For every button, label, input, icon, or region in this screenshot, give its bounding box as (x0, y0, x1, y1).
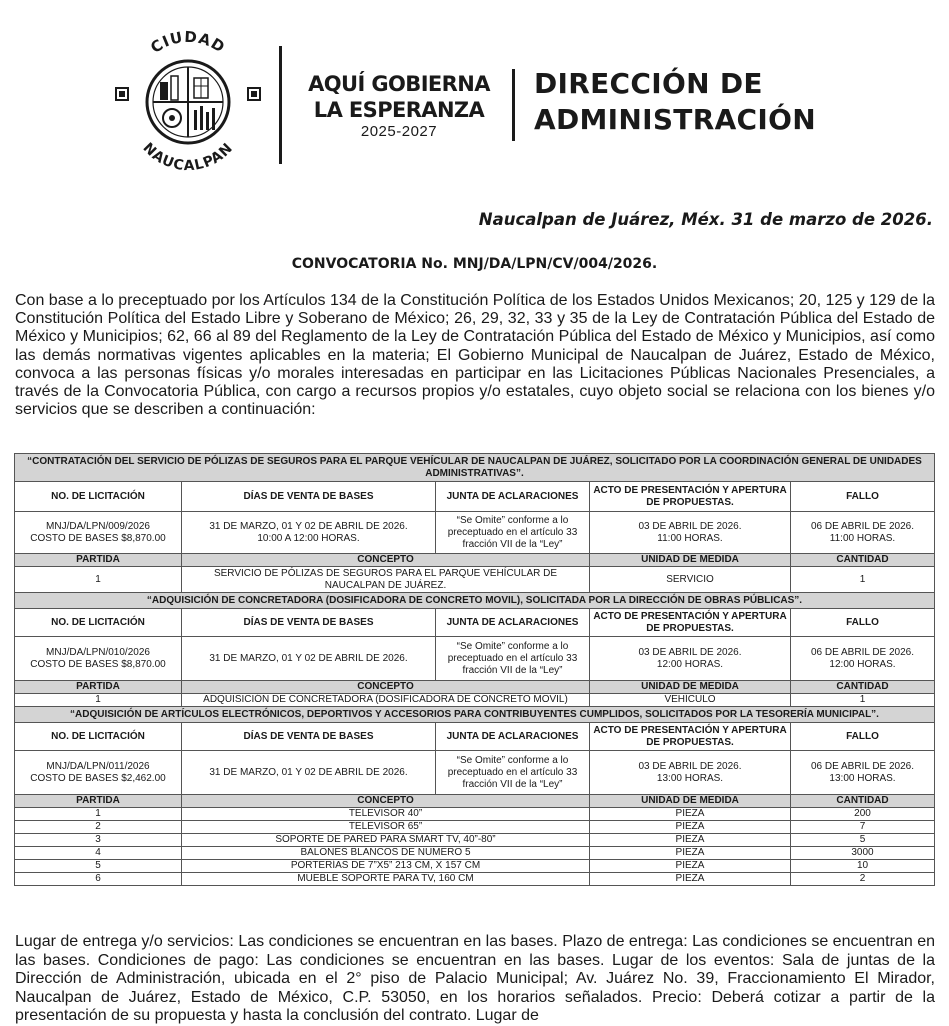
item-cantidad: 1 (791, 694, 935, 707)
lot-fallo-date: 06 DE ABRIL DE 2026. (810, 520, 915, 532)
header-acto: ACTO DE PRESENTACIÓN Y APERTURA DE PROPUESTAS. (590, 482, 791, 512)
header-cantidad: CANTIDAD (791, 681, 935, 694)
header-unidad: UNIDAD DE MEDIDA (590, 681, 791, 694)
item-concepto: SOPORTE DE PARED PARA SMART TV, 40”-80” (182, 834, 590, 847)
lot-number-cell (15, 637, 182, 681)
item-cantidad: 1 (791, 567, 935, 593)
slogan (299, 71, 499, 141)
lot-junta: “Se Omite” conforme a lo preceptuado en el artículo 33 fracción VII de la “Ley” (436, 637, 590, 681)
items-header-row (15, 681, 935, 694)
item-cantidad: 200 (791, 808, 935, 821)
lot-dias-cell (182, 512, 436, 554)
item-partida: 1 (15, 694, 182, 707)
item-unidad: PIEZA (590, 821, 791, 834)
header-cantidad: CANTIDAD (791, 795, 935, 808)
closing-text: Lugar de entrega y/o servicios: Las condiciones se encuentran en las bases. Plazo de entrega: Las condiciones se encuentran en las bases. Condiciones de pago: Las condiciones se encuentran en las bases. Lugar de los eventos: Sala de juntas de la Dirección de Administración, ubicada en el 2° piso de Palacio Municipal; Av. Juárez No. 39, Fraccionamiento El Mirador, Naucalpan de Juárez, Estado de México, C.P. 53050, en los horarios señalados. Precio: (15, 933, 935, 1006)
closing-cut-text: Deberá cotizar a partir de la presentación de su propuesta y hasta la conclusión del contrato. Lugar de (15, 988, 935, 1025)
lot-acto-cell (590, 637, 791, 681)
header-no-licitacion: NO. DE LICITACIÓN (15, 723, 182, 751)
item-partida: 3 (15, 834, 182, 847)
item-cantidad: 2 (791, 873, 935, 886)
header-acto: ACTO DE PRESENTACIÓN Y APERTURA DE PROPUESTAS. (590, 723, 791, 751)
slogan-line-1: AQUÍ GOBIERNA (308, 72, 490, 96)
item-row (15, 821, 935, 834)
item-row (15, 567, 935, 593)
lot-title-row (15, 707, 935, 723)
svg-text:NAUCALPAN: NAUCALPAN (139, 139, 237, 174)
item-cantidad: 7 (791, 821, 935, 834)
items-header-row (15, 795, 935, 808)
header-dias-venta: DÍAS DE VENTA DE BASES (182, 609, 436, 637)
lot-number: MNJ/DA/LPN/009/2026 (46, 520, 150, 532)
lot-fallo-date: 06 DE ABRIL DE 2026. (810, 646, 915, 658)
item-unidad: PIEZA (590, 873, 791, 886)
item-row (15, 834, 935, 847)
lot-header-row (15, 723, 935, 751)
lot-fallo-time: 12:00 HORAS. (829, 658, 896, 670)
lot-acto-time: 12:00 HORAS. (656, 658, 724, 670)
lot-number: MNJ/DA/LPN/011/2026 (46, 760, 150, 772)
header-divider (279, 46, 282, 164)
header-divider (512, 69, 515, 141)
item-cantidad: 10 (791, 860, 935, 873)
item-partida: 2 (15, 821, 182, 834)
item-unidad: SERVICIO (590, 567, 791, 593)
item-unidad: PIEZA (590, 834, 791, 847)
lot-acto-date: 03 DE ABRIL DE 2026. (638, 760, 742, 772)
header-partida: PARTIDA (15, 795, 182, 808)
lot-acto-cell (590, 512, 791, 554)
header-junta: JUNTA DE ACLARACIONES (436, 609, 590, 637)
lot-dias-cell (182, 637, 436, 681)
item-row (15, 847, 935, 860)
lot-title-row (15, 454, 935, 482)
header-unidad: UNIDAD DE MEDIDA (590, 795, 791, 808)
lot-title-row (15, 593, 935, 609)
header-concepto: CONCEPTO (182, 681, 590, 694)
header-no-licitacion: NO. DE LICITACIÓN (15, 482, 182, 512)
header-acto: ACTO DE PRESENTACIÓN Y APERTURA DE PROPUESTAS. (590, 609, 791, 637)
item-concepto: TELEVISOR 40” (182, 808, 590, 821)
item-concepto: BALONES BLANCOS DE NUMERO 5 (182, 847, 590, 860)
header-partida: PARTIDA (15, 554, 182, 567)
lot-dias: 31 DE MARZO, 01 Y 02 DE ABRIL DE 2026. (209, 766, 408, 778)
header-fallo: FALLO (791, 609, 935, 637)
item-cantidad: 3000 (791, 847, 935, 860)
lot-info-row (15, 637, 935, 681)
item-unidad: PIEZA (590, 860, 791, 873)
lot-number-cell (15, 512, 182, 554)
item-partida: 1 (15, 808, 182, 821)
lot-fallo-time: 13:00 HORAS. (829, 772, 896, 784)
header-concepto: CONCEPTO (182, 554, 590, 567)
lot-info-row (15, 751, 935, 795)
header-junta: JUNTA DE ACLARACIONES (436, 723, 590, 751)
item-row (15, 860, 935, 873)
lot-fallo-cell (791, 512, 935, 554)
item-concepto: ADQUISICIÓN DE CONCRETADORA (DOSIFICADORA DE CONCRETO MOVIL) (182, 694, 590, 707)
department-title (534, 66, 816, 138)
convocatoria-title: CONVOCATORIA No. MNJ/DA/LPN/CV/004/2026. (291, 256, 658, 272)
lot-title: “ADQUISICIÓN DE ARTÍCULOS ELECTRÓNICOS, DEPORTIVOS Y ACCESORIOS PARA CONTRIBUYENTES CUMPLIDOS, SOLICITADOS POR LA TESORERÍA MUNICIPAL”. (15, 707, 935, 723)
naucalpan-city-seal (108, 26, 266, 174)
header-partida: PARTIDA (15, 681, 182, 694)
lot-dias-cell (182, 751, 436, 795)
lot-title: “ADQUISICIÓN DE CONCRETADORA (DOSIFICADORA DE CONCRETO MOVIL), SOLICITADA POR LA DIRECCIÓN DE OBRAS PÚBLICAS”. (15, 593, 935, 609)
lot-acto-date: 03 DE ABRIL DE 2026. (638, 646, 742, 658)
slogan-line-2: LA ESPERANZA (313, 98, 485, 122)
item-concepto: SERVICIO DE PÓLIZAS DE SEGUROS PARA EL PARQUE VEHÍCULAR DE NAUCALPAN DE JUÁREZ. (182, 567, 590, 593)
lot-acto-date: 03 DE ABRIL DE 2026. (638, 520, 742, 532)
item-partida: 4 (15, 847, 182, 860)
lot-acto-time: 13:00 HORAS. (656, 772, 724, 784)
header-cantidad: CANTIDAD (791, 554, 935, 567)
licitaciones-table (14, 453, 935, 886)
lot-fallo-time: 11:00 HORAS. (829, 532, 896, 544)
lot-fallo-cell (791, 751, 935, 795)
item-unidad: VEHÍCULO (590, 694, 791, 707)
lot-info-row (15, 512, 935, 554)
lot-title: “CONTRATACIÓN DEL SERVICIO DE PÓLIZAS DE SEGUROS PARA EL PARQUE VEHÍCULAR DE NAUCALPAN DE JUÁREZ, SOLICITADO POR LA COORDINACIÓN GENERAL DE UNIDADES ADMINISTRATIVAS”. (15, 454, 935, 482)
lot-dias: 31 DE MARZO, 01 Y 02 DE ABRIL DE 2026. (209, 652, 408, 664)
items-header-row (15, 554, 935, 567)
lot-junta: “Se Omite” conforme a lo preceptuado en el artículo 33 fracción VII de la “Ley” (436, 512, 590, 554)
header-dias-venta: DÍAS DE VENTA DE BASES (182, 482, 436, 512)
item-row (15, 808, 935, 821)
lot-dias: 31 DE MARZO, 01 Y 02 DE ABRIL DE 2026. (209, 520, 408, 532)
department-line-2: ADMINISTRACIÓN (534, 103, 816, 136)
header-fallo: FALLO (791, 482, 935, 512)
department-line-1: DIRECCIÓN DE (534, 67, 763, 100)
item-concepto: PORTERÍAS DE 7”X5” 213 CM, X 157 CM (182, 860, 590, 873)
lot-header-row (15, 482, 935, 512)
intro-paragraph: Con base a lo preceptuado por los Artículos 134 de la Constitución Política de los Estados Unidos Mexicanos; 20, 125 y 129 de la Constitución Política del Estado Libre y Soberano de México; 26, 29, 32, 33 y 35 de la Ley de Contratación Pública del Estado de México y Municipios; 62, 66 al 89 del Reglamento de la Ley de Contratación Pública del Estado de México y Municipios, así como las demás normativas vigentes aplicables en la materia; El Gobierno Municipal de Naucalpan de Juárez, Estado de México, convoca a las personas físicas y/o morales interesadas en participar en las Licitaciones Públicas Nacionales Presenciales, a través de la Convocatoria Pública, con cargo a recursos propios y/o estatales, cuyo objeto social se relaciona con los bienes y/o servicios que se describen a continuación: (15, 292, 935, 419)
header-dias-venta: DÍAS DE VENTA DE BASES (182, 723, 436, 751)
header-fallo: FALLO (791, 723, 935, 751)
item-unidad: PIEZA (590, 808, 791, 821)
lot-cost: COSTO DE BASES $8,870.00 (30, 532, 166, 544)
item-concepto: TELEVISOR 65” (182, 821, 590, 834)
header-unidad: UNIDAD DE MEDIDA (590, 554, 791, 567)
slogan-years: 2025-2027 (360, 123, 438, 140)
item-partida: 6 (15, 873, 182, 886)
lot-acto-time: 11:00 HORAS. (657, 532, 723, 544)
lot-fallo-cell (791, 637, 935, 681)
lot-cost: COSTO DE BASES $2,462.00 (30, 772, 166, 784)
header-concepto: CONCEPTO (182, 795, 590, 808)
document-date: Naucalpan de Juárez, Méx. 31 de marzo de 2026. (478, 210, 933, 229)
lot-number-cell (15, 751, 182, 795)
header-junta: JUNTA DE ACLARACIONES (436, 482, 590, 512)
header-no-licitacion: NO. DE LICITACIÓN (15, 609, 182, 637)
lot-fallo-date: 06 DE ABRIL DE 2026. (810, 760, 915, 772)
item-unidad: PIEZA (590, 847, 791, 860)
lot-number: MNJ/DA/LPN/010/2026 (46, 646, 150, 658)
closing-paragraph (15, 933, 935, 1026)
item-row (15, 694, 935, 707)
svg-text:CIUDAD: CIUDAD (147, 27, 229, 57)
item-concepto: MUEBLE SOPORTE PARA TV, 160 CM (182, 873, 590, 886)
item-cantidad: 5 (791, 834, 935, 847)
lot-header-row (15, 609, 935, 637)
lot-cost: COSTO DE BASES $8,870.00 (30, 658, 166, 670)
lot-dias-hours: 10:00 A 12:00 HORAS. (257, 532, 360, 544)
letterhead (0, 0, 949, 200)
item-partida: 1 (15, 567, 182, 593)
item-partida: 5 (15, 860, 182, 873)
lot-junta: “Se Omite” conforme a lo preceptuado en el artículo 33 fracción VII de la “Ley” (436, 751, 590, 795)
lot-acto-cell (590, 751, 791, 795)
item-row (15, 873, 935, 886)
